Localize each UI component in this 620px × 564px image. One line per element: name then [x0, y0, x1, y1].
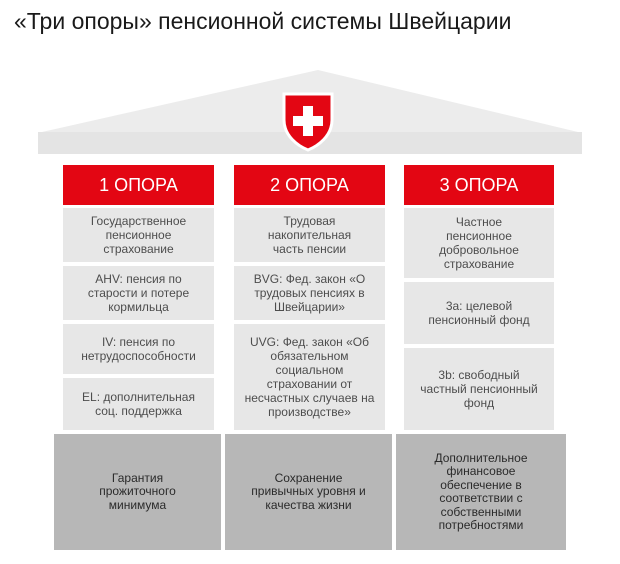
- pillar-2-header: 2 ОПОРА: [234, 165, 385, 205]
- pillar-2-item: Трудовая накопительная часть пенсии: [234, 208, 385, 262]
- pillar-2-foundation: Сохранение привычных уровня и качества жизни: [225, 434, 392, 550]
- pillar-1-header: 1 ОПОРА: [63, 165, 214, 205]
- pillar-1-item: Государственное пенсионное страхование: [63, 208, 214, 262]
- pillar-1-item: AHV: пенсия по старости и потере кормильца: [63, 266, 214, 320]
- pillar-3-item: 3a: целевой пенсионный фонд: [404, 282, 554, 344]
- pillar-3-header: 3 ОПОРА: [404, 165, 554, 205]
- roof: [0, 0, 620, 170]
- page-title: «Три опоры» пенсионной системы Швейцарии: [14, 8, 512, 34]
- pillar-1-foundation: Гарантия прожиточного минимума: [54, 434, 221, 550]
- pillar-3-item: 3b: свободный частный пенсионный фонд: [404, 348, 554, 430]
- pillar-3-foundation: Дополнительное финансовое обеспечение в соответствии с собственными потребностями: [396, 434, 566, 550]
- pillar-1-item: IV: пенсия по нетрудоспособности: [63, 324, 214, 374]
- pillar-3-item: Частное пенсионное добровольное страхование: [404, 208, 554, 278]
- pillar-1-item: EL: дополнительная соц. поддержка: [63, 378, 214, 430]
- pillar-2-item: BVG: Фед. закон «О трудовых пенсиях в Швейцарии»: [234, 266, 385, 320]
- pillar-2-item: UVG: Фед. закон «Об обязательном социальном страховании от несчастных случаев на производстве»: [234, 324, 385, 430]
